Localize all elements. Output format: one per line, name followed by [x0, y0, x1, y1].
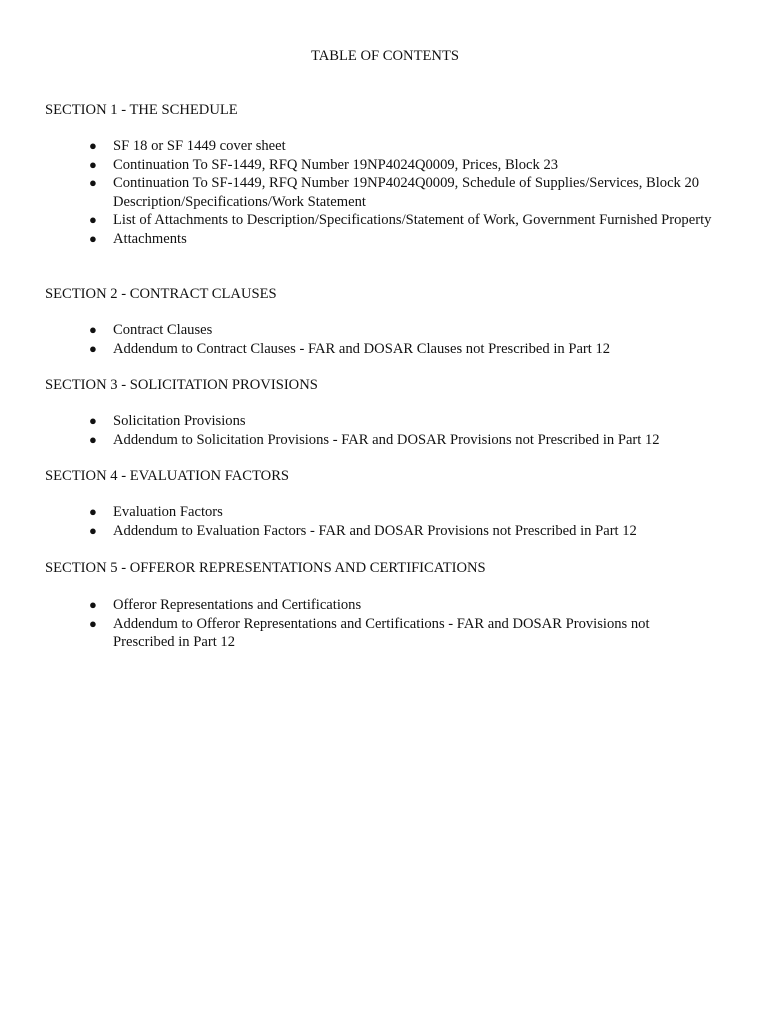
- section-heading-2: SECTION 2 - CONTRACT CLAUSES: [45, 286, 277, 302]
- section-3-list: [0, 412, 770, 449]
- list-item: [0, 230, 770, 249]
- list-item-text: Addendum to Evaluation Factors - FAR and DOSAR Provisions not Prescribed in Part 12: [113, 522, 637, 539]
- bullet-icon: ●: [89, 597, 97, 612]
- bullet-icon: ●: [89, 413, 97, 428]
- bullet-icon: ●: [89, 431, 97, 447]
- bullet-icon: ●: [89, 175, 97, 190]
- section-2-list: [0, 321, 770, 358]
- list-item: [0, 321, 770, 340]
- list-item-text: Solicitation Provisions: [113, 413, 246, 429]
- section-5-list: [0, 596, 770, 652]
- list-item-text: Contract Clauses: [113, 322, 213, 338]
- list-item-text: Continuation To SF-1449, RFQ Number 19NP4024Q0009, Prices, Block 23: [113, 156, 559, 173]
- section-heading-3: SECTION 3 - SOLICITATION PROVISIONS: [45, 377, 318, 393]
- list-item: [0, 596, 770, 615]
- list-item: [0, 137, 770, 156]
- section-heading-4: SECTION 4 - EVALUATION FACTORS: [45, 468, 290, 484]
- list-item-text: Continuation To SF-1449, RFQ Number 19NP4024Q0009, Schedule of Supplies/Services, Block 20 Description/Specifications/Work Statement: [113, 175, 700, 210]
- list-item: [0, 615, 770, 652]
- bullet-icon: ●: [89, 230, 97, 246]
- bullet-icon: ●: [89, 504, 97, 519]
- list-item: [0, 522, 770, 541]
- list-item-text: Attachments: [113, 230, 187, 247]
- list-item: [0, 156, 770, 175]
- list-item: [0, 431, 770, 450]
- bullet-icon: ●: [89, 138, 97, 153]
- list-item: [0, 412, 770, 431]
- bullet-icon: ●: [89, 212, 97, 227]
- bullet-icon: ●: [89, 522, 97, 538]
- list-item-text: Offeror Representations and Certifications: [113, 597, 362, 613]
- list-item-text: Evaluation Factors: [113, 504, 223, 520]
- bullet-icon: ●: [89, 322, 97, 337]
- bullet-icon: ●: [89, 156, 97, 172]
- list-item-text: Addendum to Solicitation Provisions - FAR and DOSAR Provisions not Prescribed in Part 12: [113, 431, 660, 448]
- document-title: TABLE OF CONTENTS: [310, 48, 459, 64]
- section-heading-1: SECTION 1 - THE SCHEDULE: [45, 102, 238, 118]
- list-item: [0, 211, 770, 230]
- section-1-list: [0, 137, 770, 248]
- list-item-text: Addendum to Offeror Representations and Certifications - FAR and DOSAR Provisions not Prescribed in Part 12: [113, 615, 650, 650]
- list-item-text: Addendum to Contract Clauses - FAR and DOSAR Clauses not Prescribed in Part 12: [113, 340, 611, 357]
- list-item: [0, 503, 770, 522]
- section-4-list: [0, 503, 770, 540]
- list-item-text: SF 18 or SF 1449 cover sheet: [113, 138, 286, 154]
- list-item-text: List of Attachments to Description/Specifications/Statement of Work, Government Furnished Property: [113, 212, 712, 228]
- section-heading-5: SECTION 5 - OFFEROR REPRESENTATIONS AND CERTIFICATIONS: [45, 560, 486, 576]
- bullet-icon: ●: [89, 615, 97, 631]
- list-item: [0, 174, 770, 211]
- bullet-icon: ●: [89, 340, 97, 356]
- list-item: [0, 340, 770, 359]
